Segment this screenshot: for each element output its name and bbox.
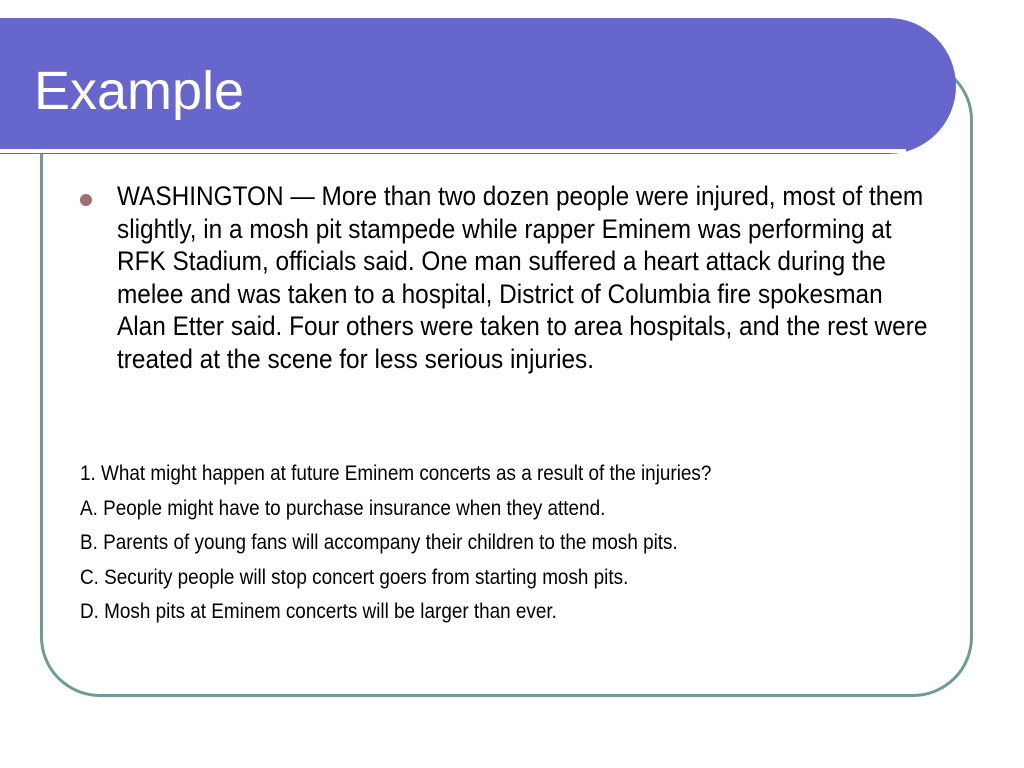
question-text: 1. What might happen at future Eminem concerts as a result of the injuries? — [80, 462, 712, 485]
bullet-item — [80, 180, 940, 375]
answer-option-b: B. Parents of young fans will accompany their children to the mosh pits. — [80, 531, 678, 554]
title-underline — [0, 149, 906, 153]
answer-option-a: A. People might have to purchase insurance when they attend. — [80, 496, 606, 520]
answer-option-c: C. Security people will stop concert goers from starting mosh pits. — [80, 565, 629, 589]
bullet-text: WASHINGTON — More than two dozen people were injured, most of them slightly, in a mosh pit stampede while rapper Eminem was performing at RFK Stadium, officials said. One man suffered a heart attack during the melee and was taken to a hospital, District of Columbia fire spokesman Alan Etter said. Four others were taken to area hospitals, and the rest were treated at the scene for less serious injuries. — [117, 181, 928, 374]
question-list — [80, 457, 960, 630]
title-bar — [0, 18, 956, 154]
bullet-dot-icon — [80, 194, 92, 206]
answer-option-d: D. Mosh pits at Eminem concerts will be larger than ever. — [80, 600, 557, 623]
slide-title: Example — [34, 61, 245, 121]
